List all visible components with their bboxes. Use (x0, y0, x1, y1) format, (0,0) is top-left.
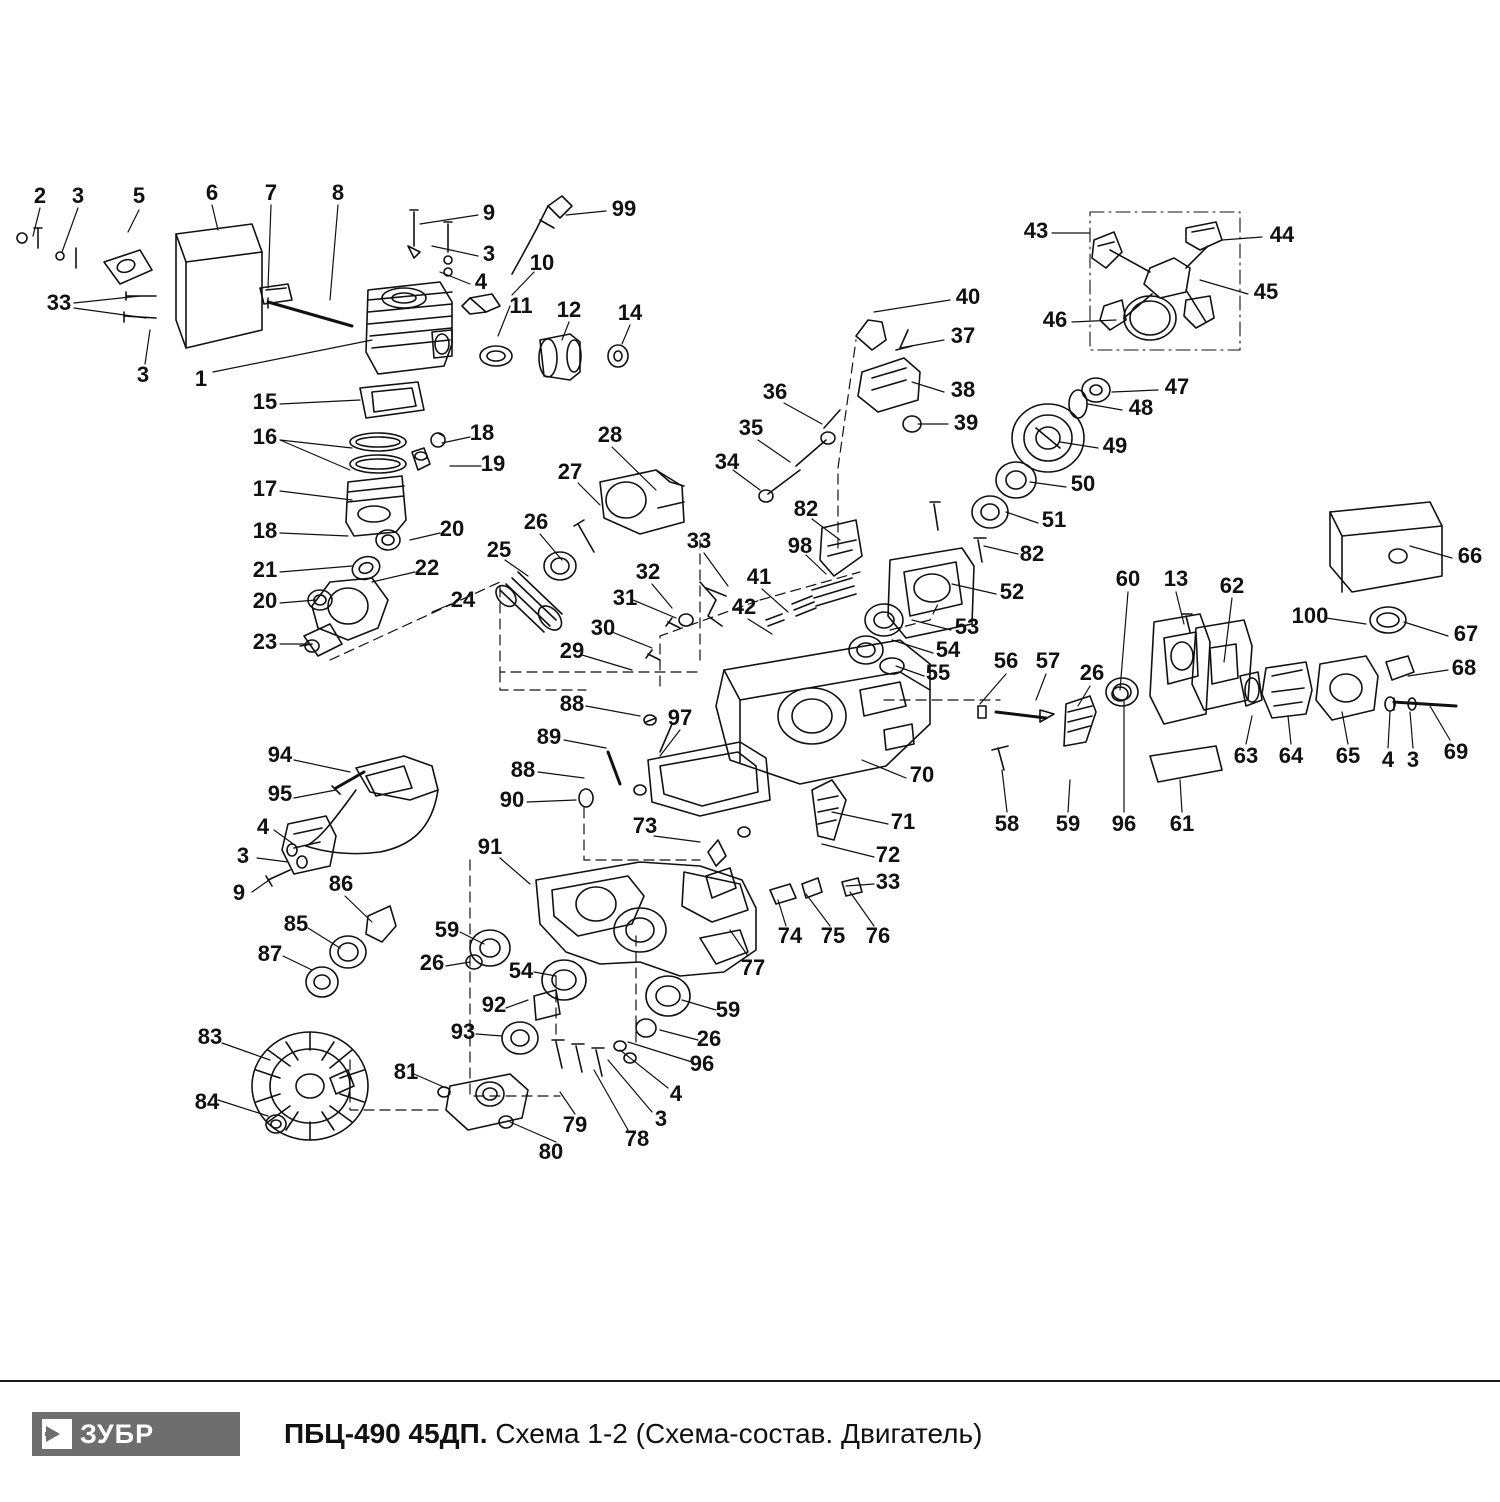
callout-number: 31 (612, 585, 638, 610)
callout-number: 2 (33, 183, 47, 208)
callout-number: 16 (252, 424, 278, 449)
callout-number: 6 (205, 180, 219, 205)
callout-number: 68 (1451, 655, 1477, 680)
callout-number: 64 (1278, 743, 1304, 768)
callout-number: 49 (1102, 433, 1128, 458)
model-name: ПБЦ-490 45ДП. (284, 1418, 488, 1449)
callout-number: 77 (740, 955, 766, 980)
callout-number: 20 (252, 588, 278, 613)
callout-number: 34 (714, 449, 740, 474)
callout-number: 3 (236, 843, 250, 868)
callout-number: 42 (731, 594, 757, 619)
callout-number: 3 (136, 362, 150, 387)
callout-number: 25 (486, 537, 512, 562)
callout-number: 74 (777, 923, 803, 948)
callout-number: 70 (909, 762, 935, 787)
callout-number: 57 (1035, 648, 1061, 673)
callout-number: 88 (510, 757, 536, 782)
footer-bar (0, 1380, 1500, 1502)
callout-number: 11 (509, 293, 533, 318)
callout-number: 15 (252, 389, 278, 414)
brand-logo (32, 1412, 240, 1456)
callout-number: 76 (865, 923, 891, 948)
callout-number: 95 (267, 781, 293, 806)
callout-number: 3 (1406, 747, 1420, 772)
zubr-arrow-icon (42, 1419, 72, 1449)
callout-number: 33 (46, 290, 72, 315)
callout-number: 59 (1055, 811, 1081, 836)
callout-number: 41 (746, 564, 772, 589)
callout-number: 28 (597, 422, 623, 447)
callout-number: 89 (536, 724, 562, 749)
callout-number: 14 (617, 300, 643, 325)
callout-number: 33 (686, 528, 712, 553)
callout-number: 18 (469, 420, 495, 445)
callout-number: 93 (450, 1019, 476, 1044)
callout-number: 85 (283, 911, 309, 936)
callout-number: 38 (950, 377, 976, 402)
callout-number: 86 (328, 871, 354, 896)
callout-number: 26 (419, 950, 445, 975)
callout-number: 72 (875, 842, 901, 867)
callout-number: 10 (529, 250, 555, 275)
callout-number: 26 (1079, 660, 1105, 685)
callout-number: 13 (1163, 566, 1189, 591)
callout-number: 91 (477, 834, 503, 859)
callout-number: 1 (194, 366, 208, 391)
callout-number: 18 (252, 518, 278, 543)
callout-number: 87 (257, 941, 283, 966)
callout-number: 45 (1253, 279, 1279, 304)
callout-number: 9 (232, 880, 246, 905)
callout-number: 79 (562, 1112, 588, 1137)
callout-number: 69 (1443, 739, 1469, 764)
callout-number: 3 (482, 241, 496, 266)
callout-number: 40 (955, 284, 981, 309)
callout-number: 53 (954, 614, 980, 639)
callout-number: 9 (482, 200, 496, 225)
brand-name: ЗУБР (80, 1418, 155, 1449)
callout-number: 58 (994, 811, 1020, 836)
callout-number: 35 (738, 415, 764, 440)
callout-number: 73 (632, 813, 658, 838)
callout-number: 43 (1023, 218, 1049, 243)
callout-number: 48 (1128, 395, 1154, 420)
callout-number: 100 (1291, 603, 1329, 628)
callout-number: 26 (696, 1026, 722, 1051)
callout-number: 5 (132, 183, 146, 208)
callout-number: 36 (762, 379, 788, 404)
callout-number: 83 (197, 1024, 223, 1049)
callout-number: 84 (194, 1089, 220, 1114)
callout-number: 75 (820, 923, 846, 948)
callout-number: 17 (252, 476, 278, 501)
callout-number: 20 (439, 516, 465, 541)
callout-number: 29 (559, 638, 585, 663)
footer-content (32, 1412, 982, 1456)
callout-number: 82 (1019, 541, 1045, 566)
callout-number: 24 (450, 587, 476, 612)
callout-number: 63 (1233, 743, 1259, 768)
callout-number: 23 (252, 629, 278, 654)
callout-number: 4 (256, 814, 270, 839)
callout-number: 4 (1381, 747, 1395, 772)
callout-number: 56 (993, 648, 1019, 673)
callout-number: 99 (611, 196, 637, 221)
callout-number: 65 (1335, 743, 1361, 768)
callout-number: 47 (1164, 374, 1190, 399)
callout-number: 94 (267, 742, 293, 767)
callout-number: 52 (999, 579, 1025, 604)
callout-number: 90 (499, 787, 525, 812)
callout-number: 30 (590, 615, 616, 640)
callout-number: 54 (935, 637, 961, 662)
callout-number: 3 (654, 1106, 668, 1131)
callout-number: 59 (434, 917, 460, 942)
callout-number: 96 (689, 1051, 715, 1076)
callout-number: 39 (953, 410, 979, 435)
callout-number: 81 (393, 1059, 419, 1084)
callout-number: 92 (481, 992, 507, 1017)
callout-number: 33 (875, 869, 901, 894)
callout-number: 46 (1042, 307, 1068, 332)
callout-number: 88 (559, 691, 585, 716)
callout-number: 3 (71, 183, 85, 208)
callout-number: 60 (1115, 566, 1141, 591)
callout-number: 71 (890, 809, 916, 834)
callout-number: 44 (1269, 222, 1295, 247)
callout-number: 82 (793, 496, 819, 521)
callout-number: 66 (1457, 543, 1483, 568)
scheme-name: Схема 1-2 (Схема-состав. Двигатель) (495, 1418, 983, 1449)
callout-number: 62 (1219, 573, 1245, 598)
callout-number: 61 (1169, 811, 1195, 836)
callout-number: 51 (1041, 507, 1067, 532)
callout-number: 27 (557, 459, 583, 484)
callout-number: 4 (669, 1081, 683, 1106)
callout-number: 19 (480, 451, 506, 476)
callout-number: 55 (925, 660, 951, 685)
callout-number: 26 (523, 509, 549, 534)
callout-number: 12 (556, 297, 582, 322)
callout-number: 37 (950, 323, 976, 348)
callout-number: 97 (667, 705, 693, 730)
callout-number: 21 (252, 557, 278, 582)
callout-number: 96 (1111, 811, 1137, 836)
page-title (284, 1418, 982, 1450)
callout-number: 54 (508, 958, 534, 983)
callout-number: 4 (474, 269, 488, 294)
callout-number: 59 (715, 997, 741, 1022)
callout-number: 7 (264, 180, 278, 205)
callout-number: 50 (1070, 471, 1096, 496)
callout-number: 32 (635, 559, 661, 584)
callout-number: 78 (624, 1126, 650, 1151)
callout-number: 98 (787, 533, 813, 558)
callout-number: 8 (331, 180, 345, 205)
callout-number: 67 (1453, 621, 1479, 646)
callout-number: 22 (414, 555, 440, 580)
callout-number: 80 (538, 1139, 564, 1164)
